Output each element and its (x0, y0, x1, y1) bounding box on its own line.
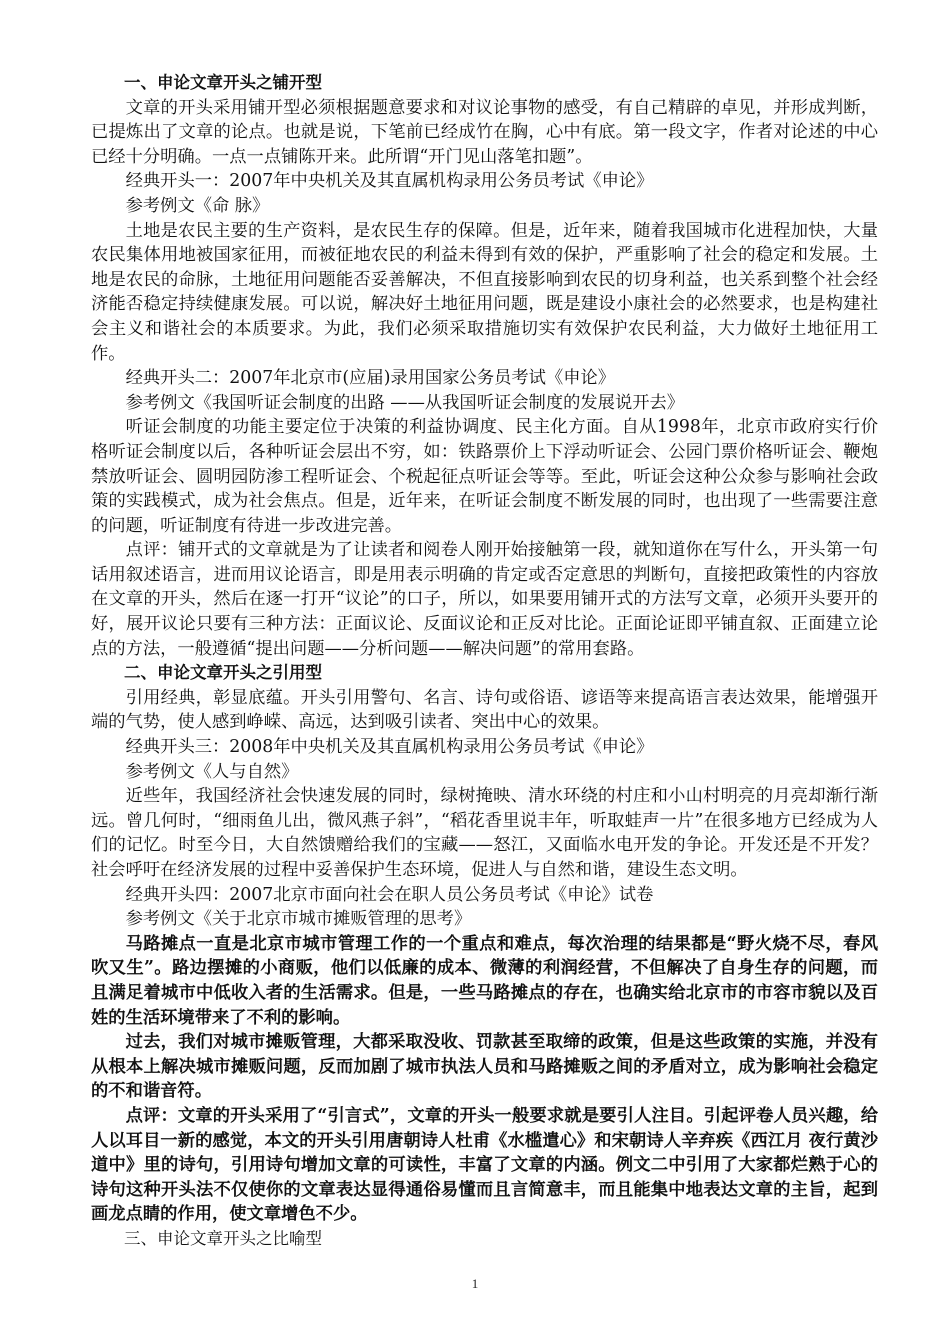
section-heading: 一、申论文章开头之铺开型 (124, 73, 322, 92)
paragraph: 引用经典，彰显底蕴。开头引用警句、名言、诗句或俗语、谚语等来提高语言表达效果，能增强开端的气势，使人感到峥嵘、高远，达到吸引读者、突出中心的效果。 (91, 687, 878, 733)
paragraph: 土地是农民主要的生产资料，是农民生存的保障。但是，近年来，随着我国城市化进程加快，大量农民集体用地被国家征用，而被征地农民的利益未得到有效的保护，严重影响了社会的稳定和发展。土地是农民的命脉，土地征用问题能否妥善解决，不但直接影响到农民的切身利益，也关系到整个社会经济能否稳定持续健康发展。可以说，解决好土地征用问题，既是建设小康社会的必然要求，也是构建社会主义和谐社会的本质要求。为此，我们必须采取措施切实有效保护农民利益，大力做好土地征用工作。 (91, 220, 878, 364)
document-body (91, 71, 878, 1252)
example-title: 参考例文《命 脉》 (125, 195, 270, 216)
section-heading: 二、申论文章开头之引用型 (124, 663, 322, 683)
paragraph: 听证会制度的功能主要定位于决策的利益协调度、民主化方面。自从1998年，北京市政府实行价格听证会制度以后，各种听证会层出不穷，如：铁路票价上下浮动听证会、公园门票价格听证会、鞭炮禁放听证会、圆明园防渗工程听证会、个税起征点听证会等等。至此，听证会这种公众参与影响社会政策的实践模式，成为社会焦点。但是，近年来，在听证会制度不断发展的同时，也出现了一些需要注意的问题，听证制度有待进一步改进完善。 (91, 417, 878, 536)
bold-paragraph: 过去，我们对城市摊贩管理，大都采取没收、罚款甚至取缔的政策，但是这些政策的实施，并没有从根本上解决城市摊贩问题，反而加剧了城市执法人员和马路摊贩之间的矛盾对立，成为影响社会稳定的不和谐音符。 (91, 1032, 878, 1102)
paragraph: 文章的开头采用铺开型必须根据题意要求和对议论事物的感受，有自己精辟的卓见，并形成判断，已提炼出了文章的论点。也就是说，下笔前已经成竹在胸，心中有底。第一段文字，作者对论述的中心已经十分明确。一点一点铺陈开来。此所谓“开门见山落笔扣题”。 (91, 97, 878, 167)
example-label: 经典开头四：2007北京市面向社会在职人员公务员考试《申论》试卷 (125, 884, 654, 905)
example-title: 参考例文《关于北京市城市摊贩管理的思考》 (125, 909, 472, 930)
example-label: 经典开头一：2007年中央机关及其直属机构录用公务员考试《申论》 (125, 171, 654, 192)
bold-commentary-paragraph: 点评：文章的开头采用了“引言式”，文章的开头一般要求就是要引人注目。引起评卷人员兴趣，给人以耳目一新的感觉，本文的开头引用唐朝诗人杜甫《水槛遣心》和宋朝诗人辛弃疾《西江月 夜行黄沙道中》里的诗句，引用诗句增加文章的可读性，丰富了文章的内涵。例文二中引用了大家都烂熟于心的诗句这种开头法不仅使你的文章表达显得通俗易懂而且言简意丰，而且能集中地表达文章的主旨，起到画龙点睛的作用，使文章增色不少。 (91, 1105, 878, 1225)
page-number: 1 (471, 1276, 479, 1291)
section-heading: 三、申论文章开头之比喻型 (124, 1228, 322, 1248)
example-label: 经典开头二：2007年北京市(应届)录用国家公务员考试《申论》 (125, 368, 616, 389)
paragraph: 近些年，我国经济社会快速发展的同时，绿树掩映、清水环绕的村庄和小山村明亮的月亮却渐行渐远。曾几何时，“细雨鱼儿出，微风燕子斜”，“稻花香里说丰年，听取蛙声一片”在很多地方已经成为人们的记忆。时至今日，大自然馈赠给我们的宝藏——怒江，又面临水电开发的争论。开发还是不开发？社会呼吁在经济发展的过程中妥善保护生态环境，促进人与自然和谐，建设生态文明。 (91, 786, 878, 880)
example-label: 经典开头三：2008年中央机关及其直属机构录用公务员考试《申论》 (125, 737, 654, 758)
example-title: 参考例文《我国听证会制度的出路 ——从我国听证会制度的发展说开去》 (125, 392, 685, 413)
bold-paragraph: 马路摊点一直是北京市城市管理工作的一个重点和难点，每次治理的结果都是“野火烧不尽，春风吹又生”。路边摆摊的小商贩，他们以低廉的成本、微薄的利润经营，不但解决了自身生存的问题，而且满足着城市中低收入者的生活需求。但是，一些马路摊点的存在，也确实给北京市的市容市貌以及百姓的生活环境带来了不利的影响。 (91, 933, 878, 1028)
commentary-paragraph: 点评：铺开式的文章就是为了让读者和阅卷人刚开始接触第一段，就知道你在写什么，开头第一句话用叙述语言，进而用议论语言，即是用表示明确的肯定或否定意思的判断句，直接把政策性的内容放在文章的开头，然后在逐一打开“议论”的口子，所以，如果要用铺开式的方法写文章，必须开头要开的好，展开议论只要有三种方法：正面议论、反面议论和正反对比论。正面论证即平铺直叙、正面建立论点的方法，一般遵循“提出问题——分析问题——解决问题”的常用套路。 (91, 540, 878, 659)
example-title: 参考例文《人与自然》 (125, 761, 299, 782)
